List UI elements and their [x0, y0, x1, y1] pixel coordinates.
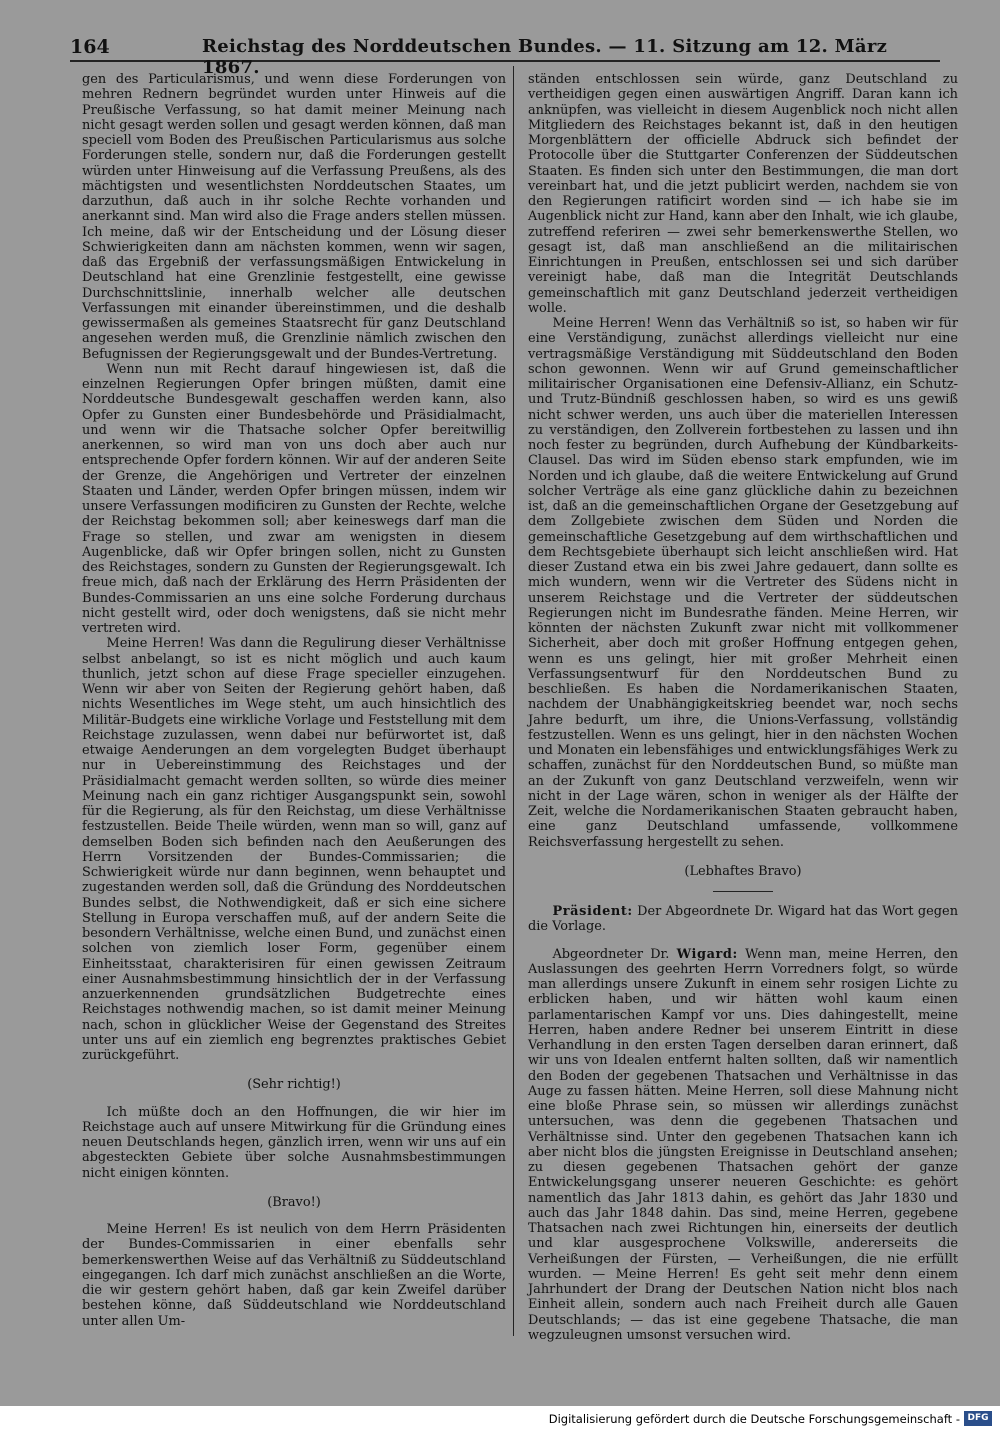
- paragraph: Ich müßte doch an den Hoffnungen, die wir hier im Reichstage auch auf unsere Mitwirkung für die Gründung eines neuen Deutschlands hegen, gänzlich irren, wenn wir uns auf ein abgesteckten Gebiete über solche Ausnahmsbestimmungen nicht einigen könnten.: [82, 1104, 506, 1181]
- president-statement: [528, 904, 958, 935]
- dfg-logo: DFG: [964, 1411, 992, 1426]
- separator-rule: [713, 891, 773, 892]
- page-number: 164: [70, 36, 110, 58]
- interjection: (Sehr richtig!): [247, 1077, 341, 1093]
- paragraph: Meine Herren! Es ist neulich von dem Herrn Präsidenten der Bundes-Commissarien in einer ebenfalls sehr bemerkenswerthen Weise auf das Verhältniß zu Süddeutschland eingegangen. Ich darf mich zunächst anschließen an die Worte, die wir gestern gehört haben, daß gar kein Zweifel darüber bestehen könne, daß Süddeutschland wie Norddeutschland unter allen Um-: [82, 1222, 506, 1329]
- right-column: [528, 72, 958, 1343]
- left-column: [82, 72, 506, 1329]
- paragraph: Meine Herren! Wenn das Verhältniß so ist, so haben wir für eine Verständigung, zunächst allerdings vielleicht nur eine vertragsmäßige Verständigung mit Süddeutschland den Boden schon gewonnen. Wenn wir auf Grund gemeinschaftlicher militairischer Organisationen eine Defensiv-Allianz, ein Schutz- und Trutz-Bündniß geschlossen haben, so wird es uns gewiß nicht schwer werden, uns auch über die materiellen Interessen zu verständigen, den Zollverein fortbestehen zu lassen und ihn noch fester zu begründen, durch Aufhebung der Kündbarkeits-Clausel. Das wird im Süden ebenso stark empfunden, wie im Norden und ich glaube, daß die weitere Entwickelung auf Grund solcher Verträge als eine ganz glückliche dahin zu bezeichnen ist, daß an die gemeinschaftlichen Organe der Gesetzgebung auf dem Zollgebiete zwischen dem Süden und Norden die gemeinschaftliche Gesetzgebung auf dem wirthschaftlichen und dem Rechtsgebiete überhaupt sich leicht anschließen wird. Hat dieser Zustand etwa ein bis zwei Jahre gedauert, dann sollte es mich wundern, wenn wir die Vertreter des Südens nicht in unserem Reichstage und die Vertreter der süddeutschen Regierungen nicht im Bundesrathe fänden. Meine Herren, wir könnten der nächsten Zukunft zwar nicht mit vollkommener Sicherheit, aber doch mit großer Hoffnung entgegen gehen, wenn es uns gelingt, hier mit großer Mehrheit einen Verfassungsentwurf für den Norddeutschen Bund zu beschließen. Es haben die Nordamerikanischen Staaten, nachdem der Unabhängigkeitskrieg beendet war, noch sechs Jahre bedurft, um ihre, die Unions-Verfassung, vollständig festzustellen. Wenn es uns gelingt, hier in den nächsten Wochen und Monaten ein lebensfähiges und entwicklungsfähiges Werk zu schaffen, zunächst für den Norddeutschen Bund, so müßte man an der Zukunft von ganz Deutschland verzweifeln, wenn wir nicht in der Lage wären, schon in weniger als der Hälfte der Zeit, welche die Nordamerikanischen Staaten gebraucht haben, eine ganz Deutschland umfassende, vollkommene Reichsverfassung hergestellt zu sehen.: [528, 316, 958, 850]
- interjection: (Lebhaftes Bravo): [684, 863, 802, 879]
- speech-text: Wenn man, meine Herren, den Auslassungen des geehrten Herrn Vorredners folgt, so würde man allerdings unsere Zukunft in einem sehr rosigen Lichte zu erblicken haben, und wir hätten wohl kaum einen parlamentarischen Kampf vor uns. Dies dahingestellt, meine Herren, haben andere Redner bei unserem Eintritt in diese Verhandlung in den ersten Tagen derselben daran erinnert, daß wir uns von Idealen entfernt halten sollten, daß wir namentlich den Boden der gegebenen Thatsachen und Verhältnisse in das Auge zu fassen hätten. Meine Herren, soll diese Mahnung nicht eine bloße Phrase sein, so müssen wir allerdings zunächst untersuchen, was denn die gegebenen Thatsachen und Verhältnisse sind. Unter den gegebenen Thatsachen kann ich aber nicht blos die jüngsten Ereignisse in Deutschland ansehen; zu diesen gegebenen Thatsachen gehört der ganze Entwickelungsgang unserer neueren Geschichte: es gehört namentlich das Jahr 1813 dahin, es gehört das Jahr 1830 und auch das Jahr 1848 dahin. Das sind, meine Herren, gegebene Thatsachen nach zwei Richtungen hin, einerseits der deutlich und klar ausgesprochene Volkswille, andererseits die Verheißungen der Fürsten, — Verheißungen, die nie erfüllt wurden. — Meine Herren! Es geht seit mehr denn einem Jahrhundert der Drang der Deutschen Nation nicht blos nach Einheit allein, sondern auch nach Freiheit durch alle Gauen Deutschlands; — das ist eine gegebene Thatsache, die man wegzuleugnen umsonst versuchen wird.: [528, 946, 958, 1343]
- running-title: Reichstag des Norddeutschen Bundes. — 11. Sitzung am 12. März 1867.: [202, 36, 888, 78]
- paragraph: Wenn nun mit Recht darauf hingewiesen ist, daß die einzelnen Regierungen Opfer bringen müßten, damit eine Norddeutsche Bundesgewalt geschaffen werden kann, also Opfer zu Gunsten einer Bundesbehörde und Präsidialmacht, und wenn wir die Thatsache solcher Opfer bereitwillig anerkennen, so wird man von uns doch aber auch nur entsprechende Opfer fordern können. Wir auf der anderen Seite der Grenze, die Angehörigen und Vertreter der einzelnen Staaten und Länder, werden Opfer bringen müssen, indem wir unsere Verfassungen modificiren zu Gunsten der Rechte, welche der Reichstag bekommen soll; aber keineswegs darf man die Frage so stellen, und zwar am wenigsten in diesem Augenblicke, daß wir Opfer bringen sollen, nicht zu Gunsten des Reichstages, sondern zu Gunsten der Regierungsgewalt. Ich freue mich, daß nach der Erklärung des Herrn Präsidenten der Bundes-Commissarien an uns eine solche Forderung durchaus nicht gestellt wird, oder doch wenigstens, daß sie nicht mehr vertreten wird.: [82, 361, 506, 636]
- speaker-prefix: Abgeordneter Dr.: [552, 946, 670, 962]
- footer-bar: [0, 1406, 1000, 1432]
- president-label: Präsident:: [552, 904, 633, 919]
- column-divider: [513, 66, 514, 1336]
- paragraph: Meine Herren! Was dann die Regulirung dieser Verhältnisse selbst anbelangt, so ist es nicht möglich und auch kaum thunlich, jetzt schon auf diese Frage specieller einzugehen. Wenn wir aber von Seiten der Regierung gehört haben, daß nichts Wesentliches im Wege steht, um auch hinsichtlich des Militär-Budgets eine wirkliche Vorlage und Feststellung mit dem Reichstage zuzulassen, wenn dabei nur befürwortet ist, daß etwaige Aenderungen an dem vorgelegten Budget überhaupt nur in Uebereinstimmung des Reichstages und der Präsidialmacht gemacht werden sollten, so würde dies meiner Meinung nach ein ganz richtiger Ausgangspunkt sein, sowohl für die Regierung, als für den Reichstag, um diese Verhältnisse festzustellen. Beide Theile würden, wenn man so will, ganz auf demselben Boden sich befinden nach den Aeußerungen des Herrn Vorsitzenden der Bundes-Commissarien; die Schwierigkeit würde nur dann beginnen, wenn behauptet und zugestanden werden soll, daß die Gründung des Norddeutschen Bundes selbst, die Nothwendigkeit, daß er sich eine sichere Stellung in Europa verschaffen muß, auf der andern Seite die besondern Verhältnisse, welche einen Bund, und zunächst einen solchen von ziemlich loser Form, gegenüber einem Einheitsstaat, charakterisiren für einen gewissen Zeitraum einer Ausnahmsbestimmung hinsichtlich der in der Verfassung anzuerkennenden grundsätzlichen Budgetrechte eines Reichstages nothwendig machen, so ist damit meiner Meinung nach, schon in glücklicher Weise der Gegenstand des Streites unter uns auf ein ziemlich eng begrenztes praktisches Gebiet zurückgeführt.: [82, 636, 506, 1063]
- funding-notice: Digitalisierung gefördert durch die Deutsche Forschungsgemeinschaft -: [548, 1412, 960, 1426]
- speech-paragraph: [528, 947, 958, 1344]
- paragraph: gen des Particularismus, und wenn diese Forderungen von mehren Rednern begründet wurden unter Hinweis auf die Preußische Verfassung, so hat damit meiner Meinung nach nicht gesagt werden sollen und gesagt werden können, daß man speciell vom Boden des Preußischen Particularismus aus solche Forderungen stelle, sondern nur, daß die Forderungen gestellt würden unter Hinweisung auf die Verfassung Preußens, als des mächtigsten und wesentlichsten Norddeutschen Staates, um darzuthun, daß auch in ihr solche Rechte vorhanden und anerkannt sind. Man wird also die Frage anders stellen müssen. Ich meine, daß wir der Entscheidung und der Lösung dieser Schwierigkeiten dann am nächsten kommen, wenn wir sagen, daß das Ergebniß der verfassungsmäßigen Entwickelung in Deutschland hat eine Grenzlinie festgestellt, eine gewisse Durchschnittslinie, innerhalb welcher alle deutschen Verfassungen mit einander übereinstimmen, und die deshalb gewissermaßen als gemeines Staatsrecht für ganz Deutschland angesehen werden muß, die Grenzlinie nämlich zwischen den Befugnissen der Regierungsgewalt und der Bundes-Vertretung.: [82, 72, 506, 362]
- paragraph: ständen entschlossen sein würde, ganz Deutschland zu vertheidigen gegen einen auswärtigen Angriff. Daran kann ich anknüpfen, was vielleicht in diesem Augenblick noch nicht allen Mitgliedern des Reichstages bekannt ist, daß in den heutigen Morgenblättern der officielle Abdruck sich befindet der Protocolle über die Stuttgarter Conferenzen der Süddeutschen Staaten. Es finden sich unter den Bestimmungen, die man dort vereinbart hat, und die jetzt publicirt werden, nachdem sie von den Regierungen ratificirt worden sind — ich habe sie im Augenblick nicht zur Hand, kann aber den Inhalt, wie ich glaube, zutreffend referiren — zwei sehr bemerkenswerthe Stellen, wo gesagt ist, daß man anschließend an die militairischen Einrichtungen in Preußen, entschlossen sei und sich darüber vereinigt habe, daß man die Integrität Deutschlands gemeinschaftlich mit ganz Deutschland jederzeit vertheidigen wolle.: [528, 72, 958, 316]
- page-header: [70, 36, 940, 78]
- speaker-name: Wigard:: [676, 946, 738, 962]
- interjection: (Bravo!): [267, 1194, 321, 1210]
- president-text: Der Abgeordnete Dr. Wigard hat das Wort gegen die Vorlage.: [528, 904, 958, 935]
